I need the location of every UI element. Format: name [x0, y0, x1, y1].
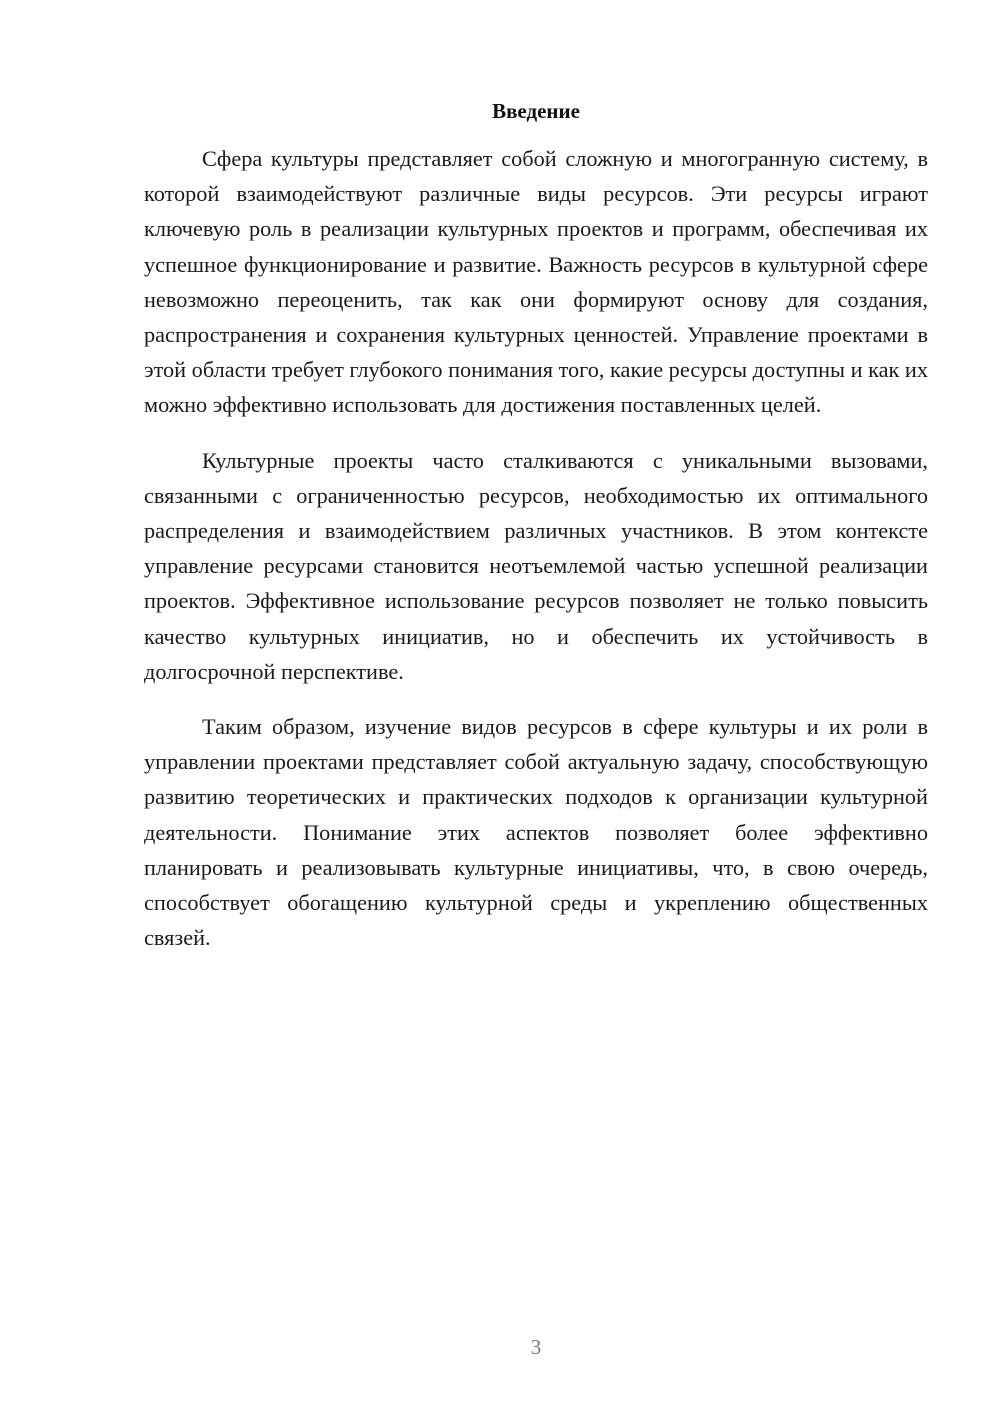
body-text — [144, 141, 928, 975]
paragraph-1: Сфера культуры представляет собой сложную и многогранную систему, в которой взаимодействуют различные виды ресурсов. Эти ресурсы играют ключевую роль в реализации культурных проектов и программ, обеспечивая их успешное функционирование и развитие. Важность ресурсов в культурной сфере невозможно переоценить, так как они формируют основу для создания, распространения и сохранения культурных ценностей. Управление проектами в этой области требует глубокого понимания того, какие ресурсы доступны и как их можно эффективно использовать для достижения поставленных целей. — [144, 146, 928, 418]
paragraph-2: Культурные проекты часто сталкиваются с уникальными вызовами, связанными с ограниченностью ресурсов, необходимостью их оптимального распределения и взаимодействием различных участников. В этом контексте управление ресурсами становится неотъемлемой частью успешной реализации проектов. Эффективное использование ресурсов позволяет не только повысить качество культурных инициатив, но и обеспечить их устойчивость в долгосрочной перспективе. — [144, 447, 928, 684]
paragraph-3: Таким образом, изучение видов ресурсов в сфере культуры и их роли в управлении проектами представляет собой актуальную задачу, способствующую развитию теоретических и практических подходов к организации культурной деятельности. Понимание этих аспектов позволяет более эффективно планировать и реализовывать культурные инициативы, что, в свою очередь, способствует обогащению культурной среды и укреплению общественных связей. — [144, 714, 928, 951]
page-number: 3 — [530, 1335, 542, 1359]
section-heading: Введение — [492, 99, 580, 123]
